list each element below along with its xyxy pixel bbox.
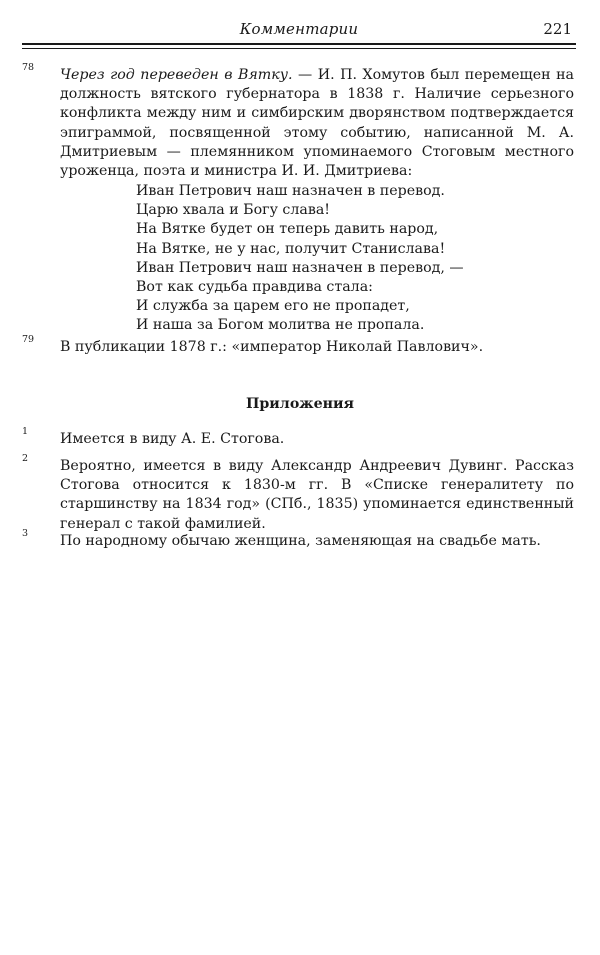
page-number: 221	[543, 20, 572, 38]
note-text: По народному обычаю женщина, заменяющая на свадьбе мать.	[60, 533, 541, 549]
note-text	[60, 66, 574, 181]
appendix-note-3	[22, 528, 582, 551]
running-title: Комментарии	[239, 20, 359, 38]
epigram-verse	[136, 182, 464, 336]
header-rule-thin	[22, 48, 576, 49]
verse-line: И наша за Богом молитва не пропала.	[136, 317, 425, 334]
note-number: 1	[22, 426, 29, 437]
note-body: — И. П. Хомутов был перемещен на должность вятского губернатора в 1838 г. Наличие серьезного конфликта между ним и симбирским дворянством подтверждается эпиграммой, посвященной этому событию, написанной М. А. Дмитриевым — племянником упоминаемого Стоговым местного уроженца, поэта и министра И. И. Дмитриева:	[60, 67, 574, 180]
note-text: В публикации 1878 г.: «император Николай Павлович».	[60, 339, 484, 355]
verse-line: И служба за царем его не пропадет,	[136, 298, 410, 315]
section-title: Приложения	[245, 396, 355, 412]
note-text: Вероятно, имеется в виду Александр Андреевич Дувинг. Рассказ Стогова относится к 1830-м гг. В «Списке генералитету по старшинству на 1834 год» (СПб., 1835) упоминается единственный генерал с такой фамилией.	[60, 458, 574, 532]
note-italic-lead: Через год переведен в Вятку.	[60, 67, 293, 83]
appendix-note-2	[22, 453, 582, 534]
header-rule-thick	[22, 43, 576, 45]
footnote-79	[22, 334, 582, 357]
note-number: 78	[22, 62, 35, 73]
verse-line: На Вятке будет он теперь давить народ,	[136, 221, 439, 238]
footnote-78	[22, 62, 582, 181]
verse-line: Царю хвала и Богу слава!	[136, 202, 330, 219]
note-number: 79	[22, 334, 35, 345]
verse-line: Вот как судьба правдива стала:	[136, 279, 373, 296]
verse-line: Иван Петрович наш назначен в перевод.	[136, 183, 445, 199]
verse-line: На Вятке, не у нас, получит Станислава!	[136, 240, 446, 257]
note-number: 2	[22, 453, 29, 464]
appendix-note-1	[22, 426, 582, 449]
note-text: Имеется в виду А. Е. Стогова.	[60, 431, 285, 447]
note-number: 3	[22, 528, 29, 539]
running-header	[22, 18, 576, 44]
verse-line: Иван Петрович наш назначен в перевод, —	[136, 259, 464, 276]
